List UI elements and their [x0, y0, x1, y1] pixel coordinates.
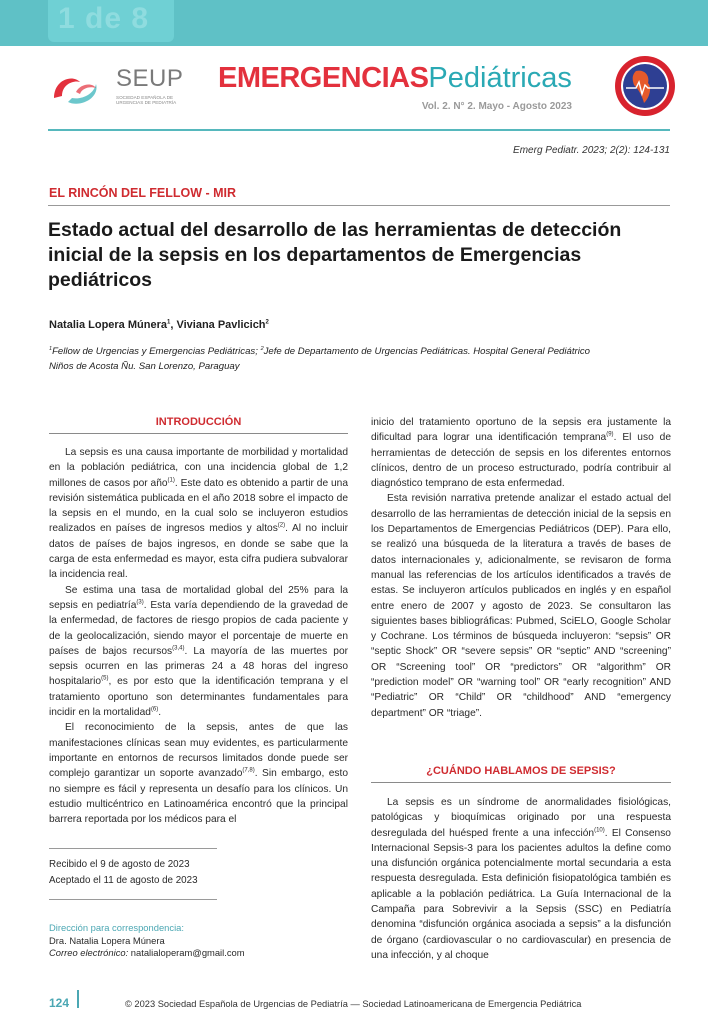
paragraph: Se estima una tasa de mortalidad global del 25% para la sepsis en pediatría$^{(3)}$. Esta varía dependiendo de la gravedad de la enfermedad, de factores de riesgo propios de cada paciente y de la geolocalización, siendo mayor el porcentaje de muerte en países de bajos recursos$^{(3,4)}$. La mayoría de las muertes por sepsis ocurren en las primeras 24 a 48 horas del ingreso hospitalario$^{(5)}$, es por esto que la identificación temprana y el tratamiento oportuno son determinantes fundamentales para incidir en la mortalidad$^{(6)}$. [49, 584, 349, 719]
right-column-section [371, 795, 671, 963]
dates-rule-bottom [49, 899, 217, 900]
intro-heading: INTRODUCCIÓN [155, 416, 242, 428]
article-title-line: pediátricos [48, 269, 153, 291]
paragraph: El reconocimiento de la sepsis, antes de que las manifestaciones clínicas sean muy evidentes, es particularmente importante en entornos de recursos limitados donde puede ser complejo garantizar un soporte avanzado$^{(7,8)}$. Sin embargo, esto no siempre es fácil y representa un desafío para los clínicos. Un estudio multicéntrico en Latinoamérica encontró que la principal barrera reportada por los médicos para el [49, 722, 349, 826]
intro-heading-rule [49, 433, 348, 434]
author-name: Natalia Lopera Múnera [49, 319, 167, 331]
affiliation-text: Jefe de Departamento de Urgencias Pediátricas. Hospital General Pediátrico [263, 346, 590, 358]
seup-name: SEUP [116, 65, 184, 92]
correspondence-label: Dirección para correspondencia: [49, 922, 184, 933]
article-dates [49, 857, 198, 888]
article-title-line: inicial de la sepsis en los departamentos de Emergencias [48, 244, 582, 266]
accepted-date: Aceptado el 11 de agosto de 2023 [49, 874, 198, 886]
footer-copyright: © 2023 Sociedad Española de Urgencias de Pediatría — Sociedad Latinoamericana de Emergencia Pediátrica [125, 999, 582, 1009]
email-link[interactable]: natalialoperam@gmail.com [128, 947, 245, 958]
slepe-seal-icon [614, 55, 676, 117]
author-affiliation-mark: 2 [265, 319, 269, 326]
correspondence-name: Dra. Natalia Lopera Múnera [49, 934, 165, 946]
paragraph: Esta revisión narrativa pretende analizar el estado actual del desarrollo de las herramientas de detección inicial de la sepsis en los Departamentos de Emergencias Pediátricos (DEP). Para ello, se realizó una búsqueda de la literatura a través de bases de datos internacionales y, adicionalmente, se revisaron de forma manual las referencias de los artículos identificados a través de estas. Se incluyeron artículos publicados en inglés y en español entre enero de 2007 y agosto de 2023. Se consultaron las siguientes bases bibliográficas: Pubmed, SciELO, Google Scholar y Cochrane. Los términos de búsqueda incluyeron: “sepsis” OR “septic Shock” OR “severe sepsis” OR “septic” AND “screening” OR “Screening tool” OR “predictors” OR “algorithm” OR “prediction model” OR “warning tool” OR “early recognition” AND “Pediatric” OR “Child” OR “childhood” AND “emergency department” OR “triage”. [371, 493, 671, 719]
affiliation-text: Fellow de Urgencias y Emergencias Pediátricas; [52, 346, 261, 358]
journal-title-part2: Pediátricas [428, 62, 572, 94]
citation: Emerg Pediatr. 2023; 2(2): 124-131 [513, 145, 670, 156]
header-rule [48, 129, 670, 131]
sepsis-heading: ¿CUÁNDO HABLAMOS DE SEPSIS? [426, 765, 616, 777]
correspondence [49, 922, 245, 960]
affiliation-mark: 2 [260, 346, 264, 352]
received-date: Recibido el 9 de agosto de 2023 [49, 859, 190, 870]
page-indicator-badge [48, 0, 174, 42]
page-indicator-text: 1 de 8 [58, 2, 150, 35]
article-title-line: Estado actual del desarrollo de las herramientas de detección [48, 219, 622, 241]
author-name: Viviana Pavlicich [176, 319, 266, 331]
sepsis-heading-rule [371, 782, 671, 783]
left-column [49, 445, 348, 827]
section-label: EL RINCÓN DEL FELLOW - MIR [49, 186, 237, 200]
dates-rule [49, 848, 217, 849]
authors [49, 319, 269, 331]
author-separator: , [170, 319, 177, 331]
affiliations [49, 342, 669, 374]
paragraph: La sepsis es un síndrome de anormalidades fisiológicas, patológicas y bioquímicas originado por una respuesta desregulada del huésped frente a una infección$^{(10)}$. El Consenso Internacional Sepsis-3 para los pacientes adultos la define como una disfunción orgánica potencialmente mortal secundaria a esta respuesta desregulada. Esta definición fisiopatológica también es aplicable a la población pediátrica. La Guía Internacional de la Campaña para Sobrevivir a la Sepsis (SSC) en Pediatría denomina “disfunción orgánica asociada a sepsis” a la disfunción de órgano (cardiovascular o no cardiovascular) en presencia de una infección, y al choque [371, 797, 671, 961]
section-rule [48, 205, 670, 206]
affiliation-mark: 1 [49, 346, 53, 352]
footer-divider [77, 990, 79, 1008]
right-column [371, 415, 671, 721]
author-affiliation-mark: 1 [166, 319, 171, 326]
paragraph: inicio del tratamiento oportuno de la sepsis era justamente la dificultad para lograr una identificación temprana$^{(9)}$. El uso de herramientas de detección de sepsis en los diferentes entornos clínicos, dentro de un proceso estructurado, podría contribuir al diagnóstico temprano de esta enfermedad. [371, 417, 671, 490]
affiliation-text: Niños de Acosta Ñu. San Lorenzo, Paraguay [49, 361, 240, 373]
article-title [48, 218, 658, 293]
journal-volume: Vol. 2. N° 2. Mayo - Agosto 2023 [421, 101, 572, 112]
page-number: 124 [49, 996, 70, 1010]
seup-subtitle: SOCIEDAD ESPAÑOLA DE URGENCIAS DE PEDIATRÍA [116, 95, 177, 106]
paragraph: La sepsis es una causa importante de morbilidad y mortalidad en la población pediátrica, con una incidencia global de 1,2 millones de casos por año$^{(1)}$. Este dato es obtenido a partir de una revisión sistemática publicada en el año 2018 sobre el impacto de la sepsis en el mundo, en la cual solo se incluyeron estudios realizados en países de ingresos medios y altos$^{(2)}$. Al no incluir datos de países de bajos ingresos, en donde se sabe que la carga de esta enfermedad es mayor, esta cifra pudiera subvalorar la incidencia real. [49, 447, 348, 581]
journal-title-part1: EMERGENCIAS [218, 62, 429, 94]
journal-title [218, 62, 572, 95]
email-label: Correo electrónico: [49, 947, 129, 958]
